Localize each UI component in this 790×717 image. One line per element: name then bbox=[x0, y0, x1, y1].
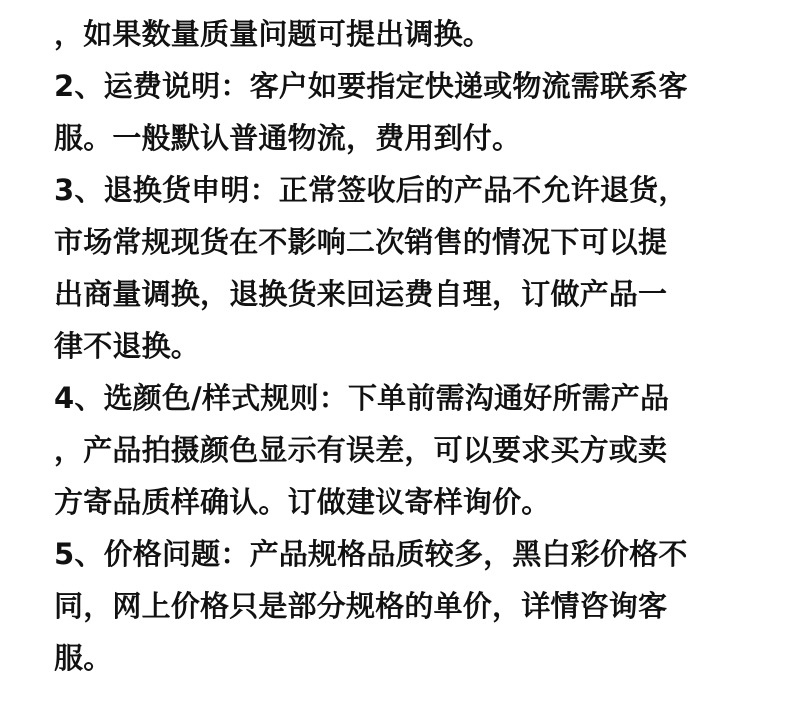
text-line: ，如果数量质量问题可提出调换。 bbox=[54, 17, 493, 51]
text-line: 4、选颜色/样式规则：下单前需沟通好所需产品 bbox=[54, 381, 670, 415]
text-line: 方寄品质样确认。订做建议寄样询价。 bbox=[54, 485, 551, 519]
text-line: 服。一般默认普通物流，费用到付。 bbox=[54, 121, 522, 155]
text-line: 3、退换货申明：正常签收后的产品不允许退货， bbox=[54, 173, 688, 207]
text-line: 律不退换。 bbox=[54, 329, 201, 363]
text-line: 2、运费说明：客户如要指定快递或物流需联系客 bbox=[54, 69, 688, 103]
text-line: 出商量调换，退换货来回运费自理，订做产品一 bbox=[54, 277, 668, 311]
text-line: 同，网上价格只是部分规格的单价，详情咨询客 bbox=[54, 589, 668, 623]
text-line: 市场常规现货在不影响二次销售的情况下可以提 bbox=[54, 225, 668, 259]
text-line: 5、价格问题：产品规格品质较多，黑白彩价格不 bbox=[54, 537, 688, 571]
text-line: 服。 bbox=[54, 641, 113, 675]
policy-text-block bbox=[54, 8, 766, 684]
text-line: ，产品拍摄颜色显示有误差，可以要求买方或卖 bbox=[54, 433, 668, 467]
